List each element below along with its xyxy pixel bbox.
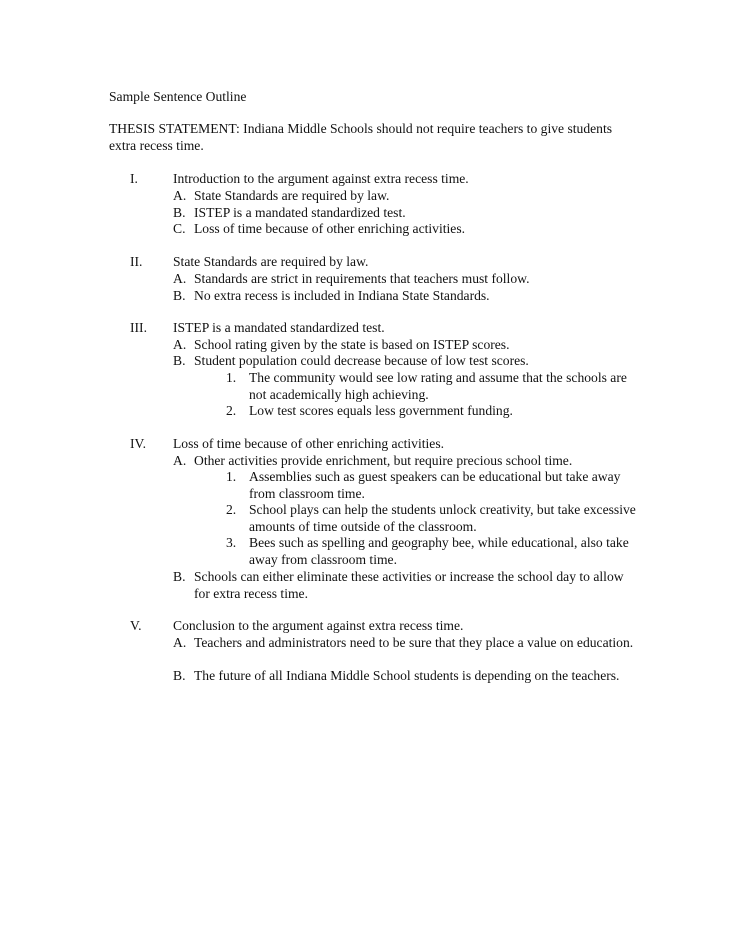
item-text: Standards are strict in requirements that teachers must follow. <box>194 271 530 286</box>
section-numeral: V. <box>130 618 142 633</box>
item-text: Schools can either eliminate these activities or increase the school day to allow for extra recess time. <box>194 569 624 601</box>
subitem-text: The community would see low rating and assume that the schools are not academically high achieving. <box>249 370 627 402</box>
subitem-number: 1. <box>226 370 237 385</box>
document-title: Sample Sentence Outline <box>109 89 247 104</box>
subitem-text: Bees such as spelling and geography bee, while educational, also take away from classroom time. <box>249 535 629 567</box>
item-letter: B. <box>173 668 186 683</box>
item-letter: A. <box>173 337 187 352</box>
section-title: Loss of time because of other enriching activities. <box>173 436 445 451</box>
section-numeral: III. <box>130 320 147 335</box>
item-text: The future of all Indiana Middle School students is depending on the teachers. <box>194 668 620 683</box>
item-letter: B. <box>173 288 186 303</box>
item-letter: B. <box>173 205 186 220</box>
subitem-number: 2. <box>226 502 237 517</box>
item-letter: A. <box>173 635 187 650</box>
subitem-number: 3. <box>226 535 237 550</box>
item-text: ISTEP is a mandated standardized test. <box>194 205 406 220</box>
section-numeral: I. <box>130 171 138 186</box>
section-title: Conclusion to the argument against extra recess time. <box>173 618 464 633</box>
item-letter: C. <box>173 221 186 236</box>
item-letter: B. <box>173 569 186 584</box>
item-letter: B. <box>173 353 186 368</box>
subitem-text: School plays can help the students unlock creativity, but take excessive amounts of time outside of the classroom. <box>249 502 636 534</box>
item-text: State Standards are required by law. <box>194 188 390 203</box>
item-text: School rating given by the state is based on ISTEP scores. <box>194 337 510 352</box>
item-text: Other activities provide enrichment, but require precious school time. <box>194 453 573 468</box>
section-title: State Standards are required by law. <box>173 254 369 269</box>
item-text: No extra recess is included in Indiana State Standards. <box>194 288 490 303</box>
section-title: ISTEP is a mandated standardized test. <box>173 320 385 335</box>
subitem-number: 1. <box>226 469 237 484</box>
section-title: Introduction to the argument against extra recess time. <box>173 171 469 186</box>
section-numeral: II. <box>130 254 143 269</box>
subitem-text: Assemblies such as guest speakers can be educational but take away from classroom time. <box>249 469 621 501</box>
item-letter: A. <box>173 271 187 286</box>
subitem-text: Low test scores equals less government funding. <box>249 403 513 418</box>
item-text: Loss of time because of other enriching activities. <box>194 221 466 236</box>
section-numeral: IV. <box>130 436 146 451</box>
item-letter: A. <box>173 453 187 468</box>
item-text: Teachers and administrators need to be sure that they place a value on education. <box>194 635 634 650</box>
item-letter: A. <box>173 188 187 203</box>
thesis-statement: THESIS STATEMENT: Indiana Middle Schools should not require teachers to give students extra recess time. <box>109 121 613 153</box>
subitem-number: 2. <box>226 403 237 418</box>
item-text: Student population could decrease because of low test scores. <box>194 353 529 368</box>
